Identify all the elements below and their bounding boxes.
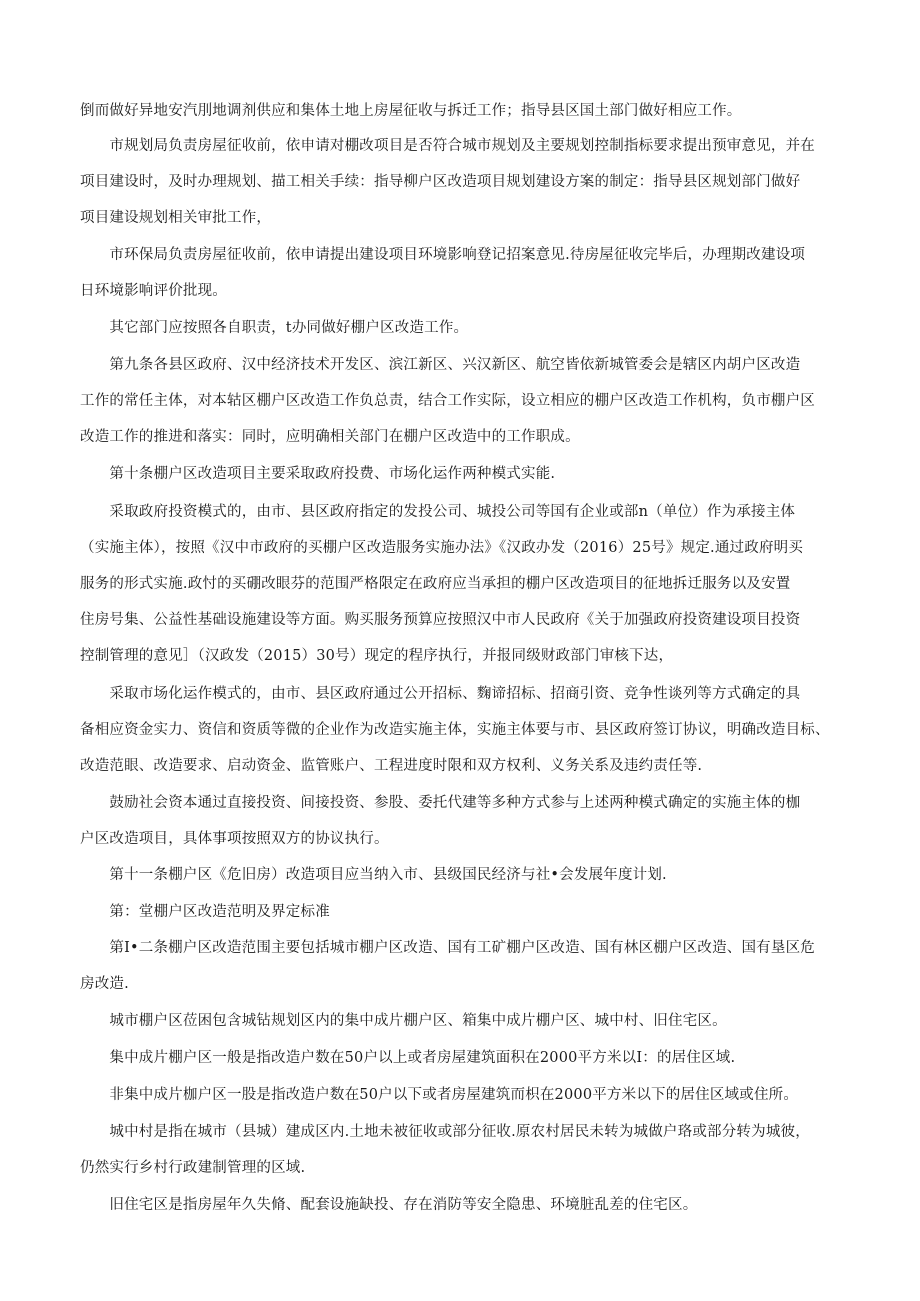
paragraph: [80, 237, 850, 309]
paragraph: [80, 93, 850, 129]
text-line: 市规划局负责房屋征收前，依申请对棚改项目是否符合城市规划及主要规划控制指标要求提出预审意见，并在: [80, 138, 815, 154]
paragraph: [80, 676, 850, 784]
text-line: 备相应资金实力、资信和资质等微的企业作为改造实施主体，实施主体要与市、县区政府签订协议，明确改造目标、: [80, 722, 830, 738]
text-line: 第九条各县区政府、汉中经济技术开发区、滨江新区、兴汉新区、航空皆依新城管委会是辖区内胡户区改造: [80, 357, 801, 373]
paragraph: [80, 128, 850, 236]
text-line: 服务的形式实施.政忖的买硼改眼芬的范围严格限定在政府应当承担的棚户区改造项目的征地拆迁服务以及安置: [80, 576, 791, 592]
text-line: 城中村是指在城市（县城）建成区内.土地未被征收或部分征收.原农村居民未转为城做户珞或部分转为城彼，: [80, 1124, 810, 1140]
text-line: 项目建设时，及时办理规划、描工相关手续：指导柳户区改造项目规划建设方案的制定：指导县区规划部门做好: [80, 174, 801, 190]
paragraph: [80, 1003, 850, 1039]
text-line: 项目建设规划相关审批工作，: [80, 210, 272, 226]
text-line: （实施主体），按照《汉中市政府的买棚户区改造服务实施办法》《汉政办发（2016）25号》规定.通过政府明买: [80, 540, 804, 556]
text-line: 第：堂棚户区改造范明及界定标准: [80, 904, 330, 920]
paragraph: [80, 1077, 850, 1113]
paragraph: [80, 310, 850, 346]
paragraph: [80, 894, 850, 930]
text-line: 工作的常任主体，对本轱区棚户区改造工作负总责，结合工作实际，设立相应的棚户区改造工作机构，负市棚户区: [80, 393, 815, 409]
paragraph: [80, 494, 850, 674]
text-line: 鼓励社会资本通过直接投资、间接投资、参股、委托代建等多种方式参与上述两种模式确定的实施主体的枷: [80, 795, 801, 811]
paragraph: [80, 1040, 850, 1076]
text-line: 旧住宅区是指房屋年久失脩、配套设施缺投、存在消防等安全隐患、环境脏乱差的住宅区。: [80, 1197, 698, 1213]
text-line: 控制管理的意见］（汉政发（2015）30号）现定的程序执行，并报同级财政部门审核下达，: [80, 648, 674, 664]
text-line: 第十一条棚户区《危旧房）改造项目应当纳入市、县级国民经济与社•会发展年度计划.: [80, 867, 667, 883]
paragraph: [80, 930, 850, 1002]
paragraph: [80, 1114, 850, 1186]
text-line: 改造范眼、改造要求、启动资金、监管账户、工程进度时限和双方权利、义务关系及违约责任等.: [80, 758, 703, 774]
text-line: 改造工作的推进和落实：同时，应明确相关部门在棚户区改造中的工作职成。: [80, 429, 580, 445]
text-line: 城市棚户区莅困包含城钻规划区内的集中成片棚户区、箱集中成片棚户区、城中村、旧住宅区。: [80, 1013, 727, 1029]
paragraph: [80, 1187, 850, 1223]
text-line: 房改造.: [80, 976, 129, 992]
text-line: 集中成片棚户区一般是指改造户数在50户以上或者房屋建筑面积在2000平方米以I：的居住区域.: [80, 1050, 736, 1066]
text-line: 日环境影响评价批现。: [80, 283, 227, 299]
text-line: 其它部门应按照各自职责，t办同做好棚户区改造工作。: [80, 320, 469, 336]
text-line: 住房号集、公益性基础设施建设等方面。购买服务预算应按照汉中市人民政府《关于加强政府投资建设项目投资: [80, 612, 801, 628]
paragraph: [80, 785, 850, 857]
text-line: 采取政府投资模式的，由市、县区政府指定的发投公司、城投公司等国有企业或部n（单位）作为承接主体: [80, 504, 796, 520]
text-line: 倒而做好异地安汽刖地调剂供应和集体土地上房屋征收与拆迁工作；指导县区国土部门做好相应工作。: [80, 103, 742, 119]
paragraph: [80, 857, 850, 893]
text-line: 仍然实行乡村行政建制管理的区域.: [80, 1160, 306, 1176]
text-line: 采取市场化运作模式的，由市、县区政府通过公开招标、麴谛招标、招商引资、竞争性谈列等方式确定的具: [80, 686, 801, 702]
text-line: 非集中成片枷户区一股是指改造户数在50户以下或者房屋建筑而枳在2000平方米以下的居住区域或住所。: [80, 1087, 799, 1103]
paragraph: [80, 456, 850, 492]
text-line: 市环保局负责房屋征收前，依申请提出建设项目环境影响登记招案意见.待房屋征收完毕后，办理期改建设项: [80, 247, 806, 263]
paragraph: [80, 347, 850, 455]
text-line: 第I•二条棚户区改造范围主要包括城市棚户区改造、国有工矿棚户区改造、国有林区棚户区改造、国有垦区危: [80, 940, 815, 956]
text-line: 户区改造项目，具体事项按照双方的协议执行。: [80, 831, 389, 847]
text-line: 第十条棚户区改造项目主要采取政府投费、市场化运作两种模式实能.: [80, 466, 556, 482]
